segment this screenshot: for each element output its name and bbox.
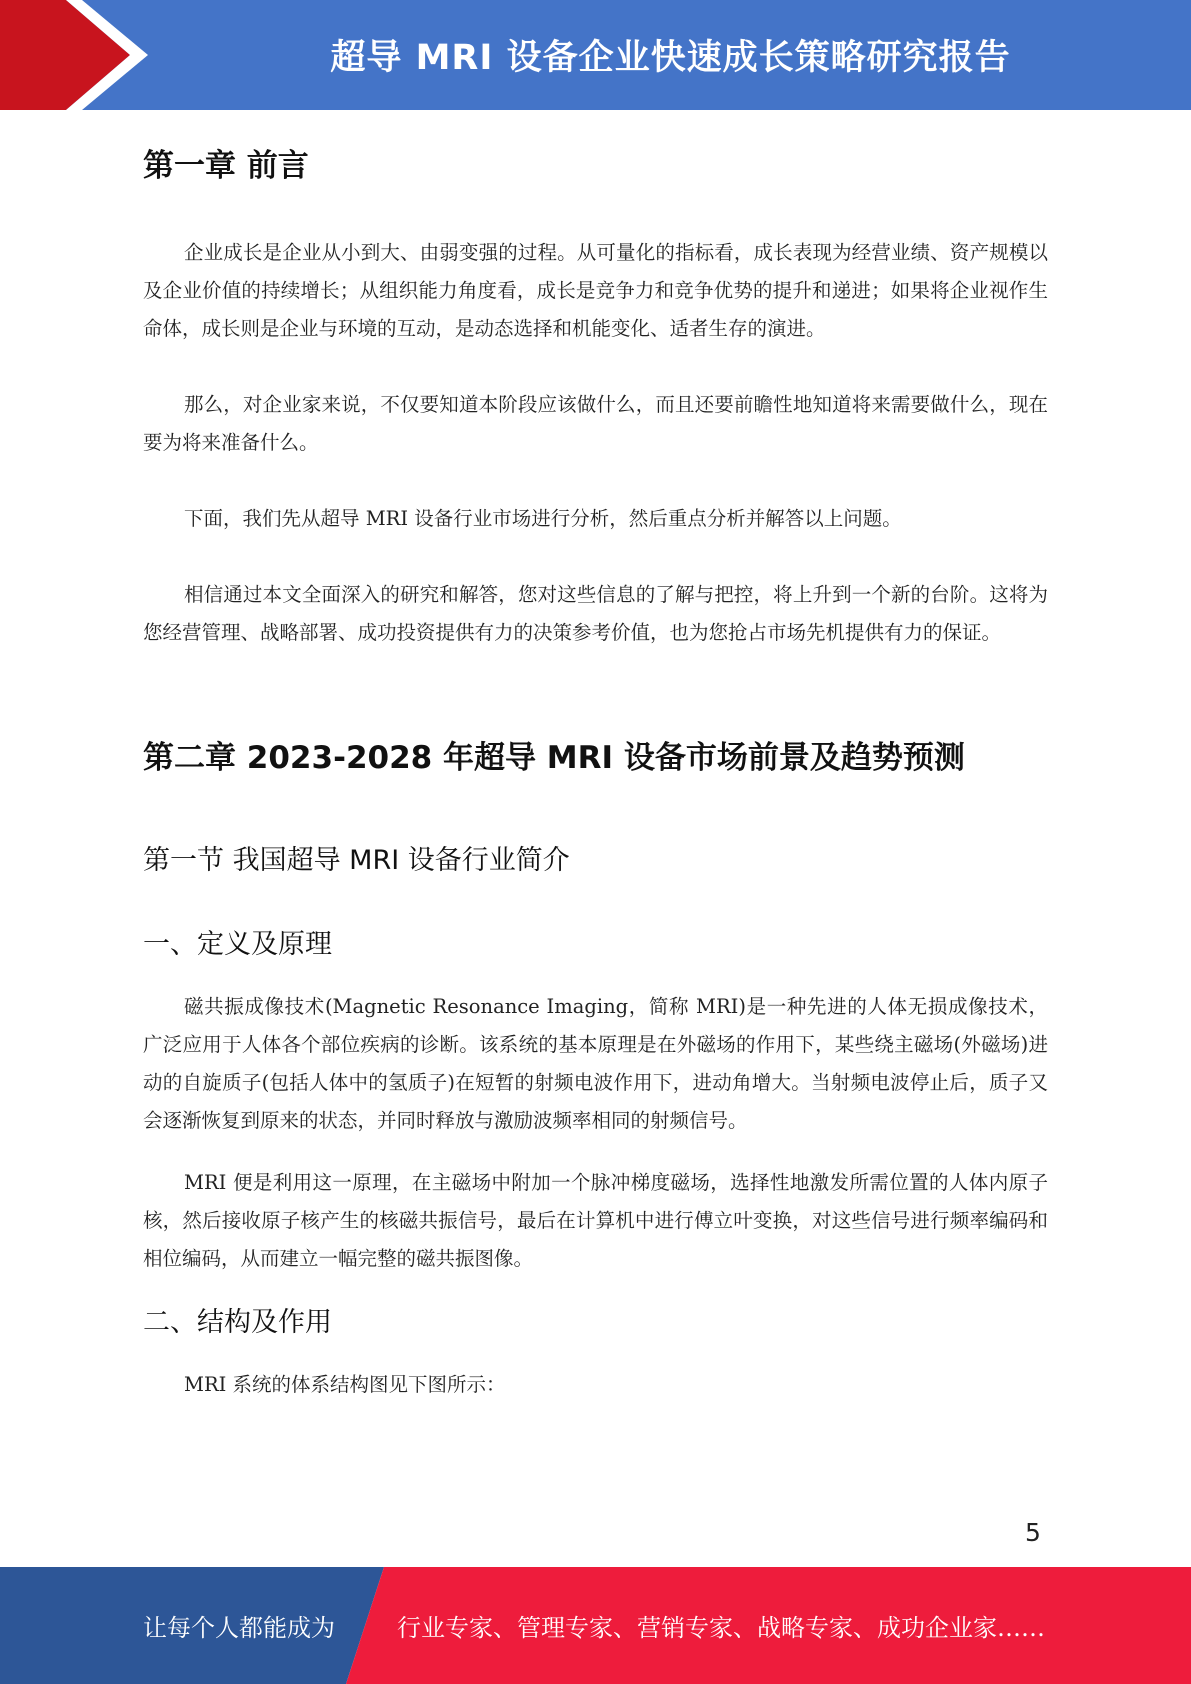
definition-paragraph-2: MRI 便是利用这一原理，在主磁场中附加一个脉冲梯度磁场，选择性地激发所需位置的人体内原子核，然后接收原子核产生的核磁共振信号，最后在计算机中进行傅立叶变换，对这些信号进行频率编码和相位编码，从而建立一幅完整的磁共振图像。	[143, 1171, 1048, 1270]
chapter-1-paragraph-4: 相信通过本文全面深入的研究和解答，您对这些信息的了解与把控，将上升到一个新的台阶。这将为您经营管理、战略部署、成功投资提供有力的决策参考价值，也为您抢占市场先机提供有力的保证。	[143, 583, 1048, 644]
footer-banner	[0, 1567, 1191, 1684]
chapter-1-paragraph-3: 下面，我们先从超导 MRI 设备行业市场进行分析，然后重点分析并解答以上问题。	[184, 507, 902, 530]
chapter-1-heading: 第一章 前言	[143, 148, 309, 184]
page-number: 5	[1025, 1518, 1041, 1547]
subsection-structure-heading: 二、结构及作用	[143, 1307, 332, 1338]
footer-slogan-right: 行业专家、管理专家、营销专家、战略专家、成功企业家……	[397, 1614, 1045, 1642]
chapter-1-paragraph-2: 那么，对企业家来说，不仅要知道本阶段应该做什么，而且还要前瞻性地知道将来需要做什么，现在要为将来准备什么。	[143, 393, 1048, 454]
subsection-definition-heading: 一、定义及原理	[143, 929, 332, 960]
chapter-2-heading: 第二章 2023-2028 年超导 MRI 设备市场前景及趋势预测	[143, 740, 965, 776]
report-title: 超导 MRI 设备企业快速成长策略研究报告	[330, 38, 1011, 78]
structure-paragraph: MRI 系统的体系结构图见下图所示：	[184, 1373, 506, 1396]
definition-paragraph-1: 磁共振成像技术(Magnetic Resonance Imaging，简称 MRI)是一种先进的人体无损成像技术，广泛应用于人体各个部位疾病的诊断。该系统的基本原理是在外磁场的作用下，某些绕主磁场(外磁场)进动的自旋质子(包括人体中的氢质子)在短暂的射频电波作用下，进动角增大。当射频电波停止后，质子又会逐渐恢复到原来的状态，并同时释放与激励波频率相同的射频信号。	[143, 995, 1048, 1132]
footer-slogan-left: 让每个人都能成为	[143, 1614, 335, 1642]
header-banner	[0, 0, 1191, 110]
chapter-1-paragraph-1: 企业成长是企业从小到大、由弱变强的过程。从可量化的指标看，成长表现为经营业绩、资产规模以及企业价值的持续增长；从组织能力角度看，成长是竞争力和竞争优势的提升和递进；如果将企业视作生命体，成长则是企业与环境的互动，是动态选择和机能变化、适者生存的演进。	[143, 241, 1048, 340]
section-1-heading: 第一节 我国超导 MRI 设备行业简介	[143, 845, 570, 876]
